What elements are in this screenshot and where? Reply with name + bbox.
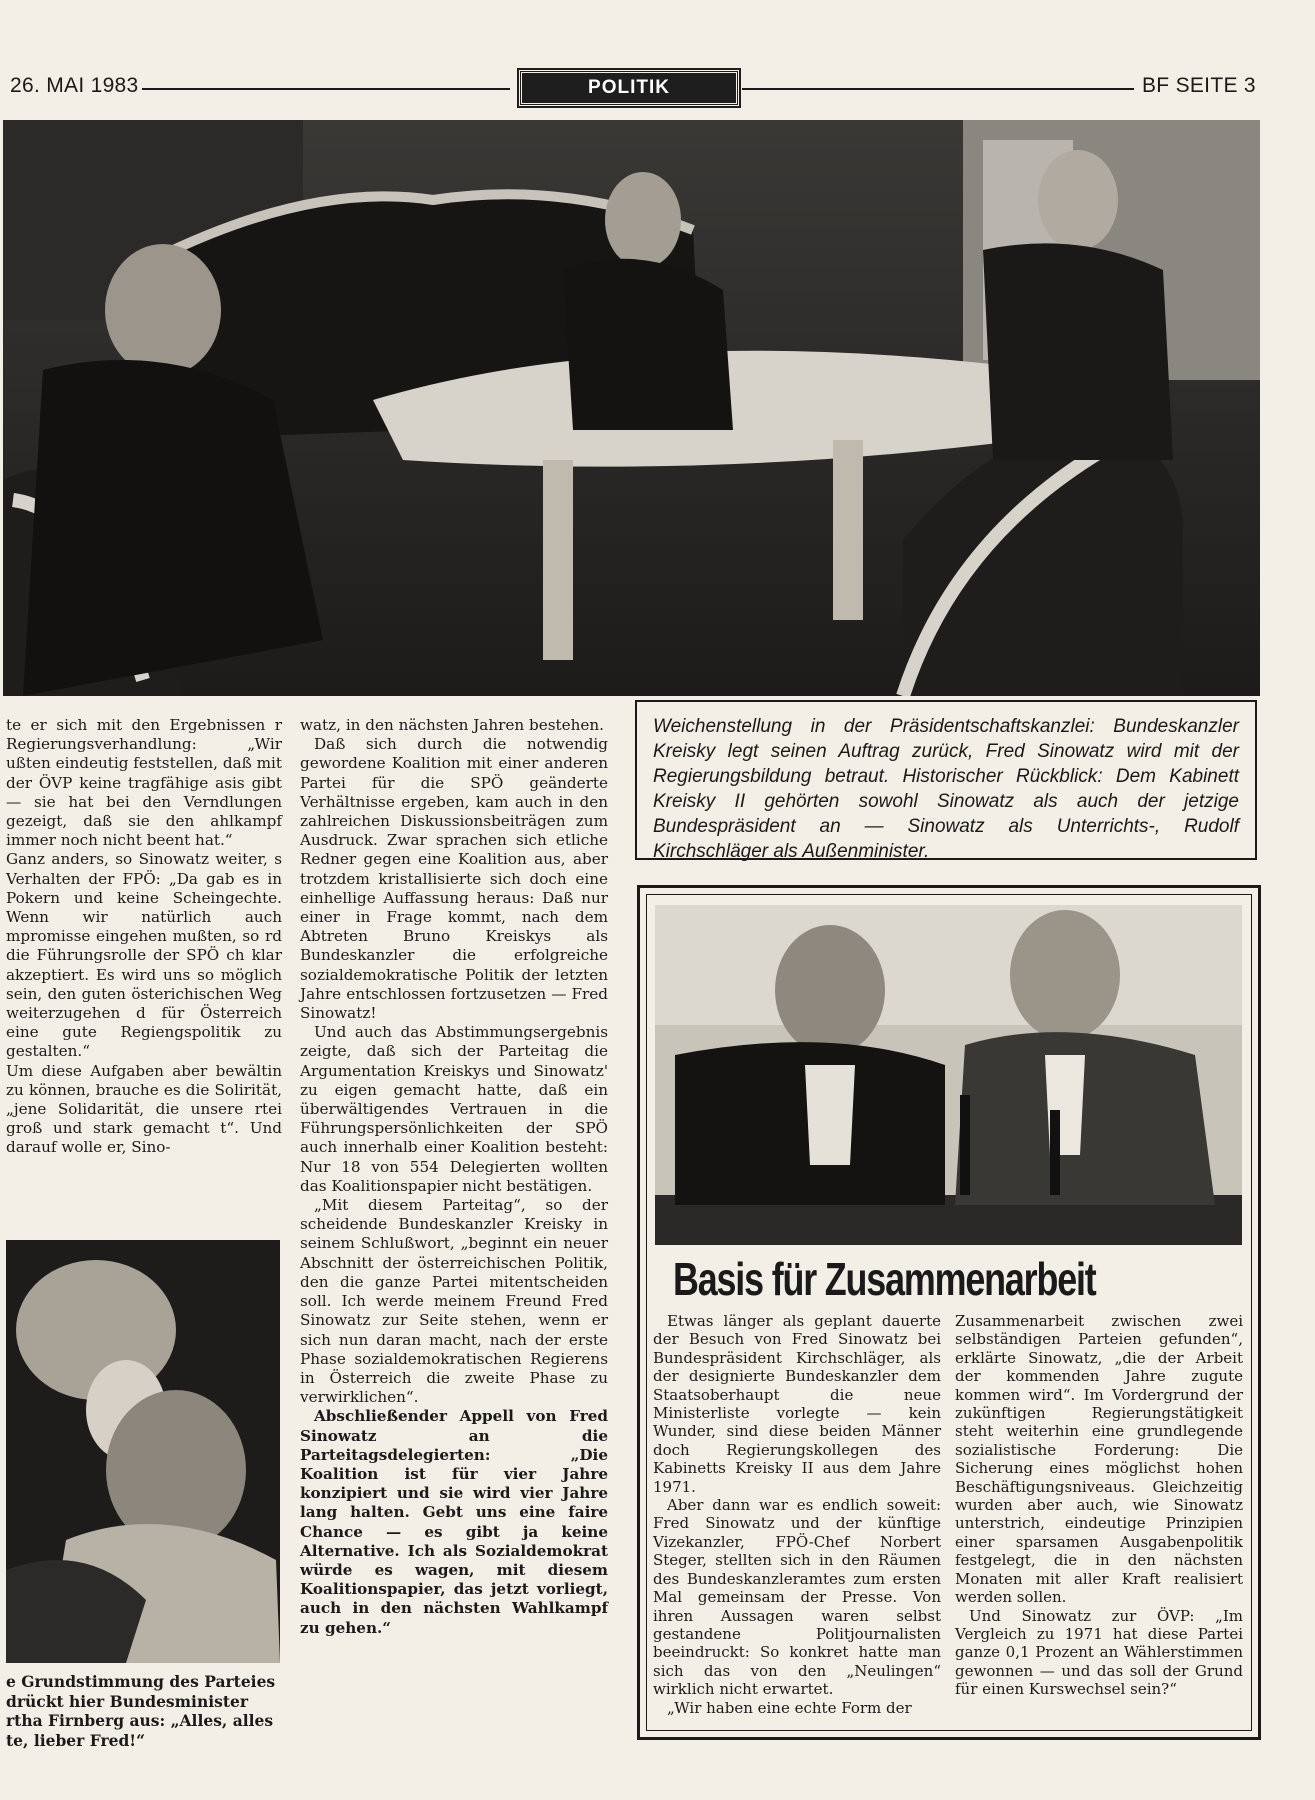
col1-paragraph: Ganz anders, so Sinowatz weiter, s Verhalten der FPÖ: „Da gab es in Pokern und keine Scheingechte. Wenn wir natürlich auch mpromisse eingehen mußten, so rd die Führungsrolle der SPÖ ch klar akzeptiert. Es wird uns so möglich sein, den guten österichischen Weg weiterzugehen d für Österreich eine gute Regiengspolitik zu gestalten.“ <box>6 850 282 1061</box>
feature-column-right <box>955 1312 1243 1699</box>
top-photo-caption: Weichenstellung in der Präsidentschaftskanzlei: Bundeskanzler Kreisky legt seinen Auftrag zurück, Fred Sinowatz wird mit der Regierungsbildung betraut. Historischer Rückblick: Dem Kabinett Kreisky II gehörten sowohl Sinowatz als auch der jetzige Bundespräsident an — Sinowatz als Unterrichts-, Rudolf Kirchschläger als Außenminister. <box>635 700 1257 860</box>
article-column-1 <box>6 716 282 1158</box>
feature-right-paragraph: Zusammenarbeit zwischen zwei selbständigen Parteien gefunden“, erklärte Sinowatz, „die der Arbeit der kommenden Jahre zugute kommen wird“. Im Vordergrund der zukünftigen Regierungstätigkeit steht weiterhin eine grundlegende sozialistische Forderung: Die Sicherung eines möglichst hohen Beschäftigungsniveaus. Gleichzeitig wurden aber auch, wie Sinowatz unterstrich, eindeutige Prinzipien einer sparsamen Ausgabenpolitik festgelegt, die in den nächsten Monaten mit aller Kraft realisiert werden sollen. <box>955 1312 1243 1607</box>
header-rule-right <box>742 88 1134 90</box>
header-rule-left <box>142 88 510 90</box>
col2-paragraph: „Mit diesem Parteitag“, so der scheidende Bundeskanzler Kreisky in seinem Schlußwort, „beginnt ein neuer Abschnitt der österreichischen Politik, den die ganze Partei mitentscheiden soll. Ich werde meinem Freund Fred Sinowatz zur Seite stehen, wenn er sich nun daran macht, nach der erste Phase sozialdemokratischen Regierens in Österreich die zweite Phase zu verwirklichen“. <box>300 1196 608 1407</box>
feature-column-left <box>653 1312 941 1717</box>
col2-closing-appeal: Abschließender Appell von Fred Sinowatz an die Parteitagsdelegierten: „Die Koalition ist für vier Jahre konzipiert und sie wird vier Jahre lang halten. Gebt uns eine faire Chance — es gibt ja keine Alternative. Ich als Sozialdemokrat würde es wagen, mit diesem Koalitionspapier, das jetzt vorliegt, auch in den nächsten Wahlkampf zu gehen.“ <box>300 1407 608 1637</box>
issue-date: 26. MAI 1983 <box>10 74 139 97</box>
firnberg-photo <box>6 1240 280 1663</box>
feature-left-paragraph: „Wir haben eine echte Form der <box>667 1698 912 1717</box>
top-photo <box>3 120 1260 696</box>
feature-left-paragraph: Aber dann war es endlich soweit: Fred Sinowatz und der künftige Vizekanzler, FPÖ-Chef Norbert Steger, stellten sich in den Räumen des Bundeskanzleramtes zum ersten Mal gemeinsam der Presse. Von ihren Aussagen waren selbst gestandene Politjournalisten beeindruckt: So konkret hatte man sich das von den „Neulingen“ wirklich nicht erwartet. <box>653 1496 941 1699</box>
section-label: POLITIK <box>519 70 739 106</box>
col1-paragraph: te er sich mit den Ergebnissen r Regierungsverhandlung: „Wir ußten eindeutig feststellen, daß mit der ÖVP keine tragfähige asis gibt — sie hat bei den Verndlungen gezeigt, daß sie den ahlkampf immer noch nicht beent hat.“ <box>6 716 282 850</box>
article-column-2 <box>300 716 608 1638</box>
page-number: BF SEITE 3 <box>1142 74 1256 97</box>
feature-photo <box>655 905 1242 1245</box>
col1-paragraph: Um diese Aufgaben aber bewältin zu können, brauche es die Solirität, „jene Solidarität, die unsere rtei groß und stark gemacht t“. Und darauf wolle er, Sino- <box>6 1061 282 1157</box>
col2-paragraph: watz, in den nächsten Jahren bestehen. <box>300 716 604 734</box>
col2-paragraph: Daß sich durch die notwendig gewordene Koalition mit einer anderen Partei für die SPÖ geänderte Verhältnisse ergeben, kam auch in den zahlreichen Diskussionsbeiträgen zum Ausdruck. Zwar sprachen sich etliche Redner gegen eine Koalition aus, aber trotzdem kristallisierte sich doch eine einhellige Auffassung heraus: Daß nur einer in Frage kommt, nach dem Abtreten Bruno Kreiskys als Bundeskanzler die erfolgreiche sozialdemokratische Politik der letzten Jahre entschlossen fortzusetzen — Fred Sinowatz! <box>300 735 608 1023</box>
feature-right-paragraph: Und Sinowatz zur ÖVP: „Im Vergleich zu 1971 hat diese Partei ganze 0,1 Prozent an Wählerstimmen gewonnen — und das soll der Grund für einen Kurswechsel sein?“ <box>955 1606 1243 1699</box>
feature-left-paragraph: Etwas länger als geplant dauerte der Besuch von Fred Sinowatz bei Bundespräsident Kirchschläger, als der designierte Bundeskanzler dem Staatsoberhaupt die neue Ministerliste vorlegte — kein Wunder, sind diese beiden Männer doch Regierungskollegen des Kabinetts Kreisky II aus dem Jahre 1971. <box>653 1312 941 1496</box>
col2-paragraph: Und auch das Abstimmungsergebnis zeigte, daß sich der Parteitag die Argumentation Kreiskys und Sinowatz' zu eigen gemacht hatte, daß ein überwältigendes Vertrauen in die Führungspersönlichkeiten der SPÖ auch innerhalb einer Koalition besteht: Nur 18 von 554 Delegierten wollten das Koalitionspapier nicht bestätigen. <box>300 1023 608 1195</box>
feature-headline: Basis für Zusammenarbeit <box>673 1253 1096 1305</box>
firnberg-caption: e Grundstimmung des Parteies drückt hier Bundesminister rtha Firnberg aus: „Alles, alles te, lieber Fred!“ <box>6 1672 276 1750</box>
